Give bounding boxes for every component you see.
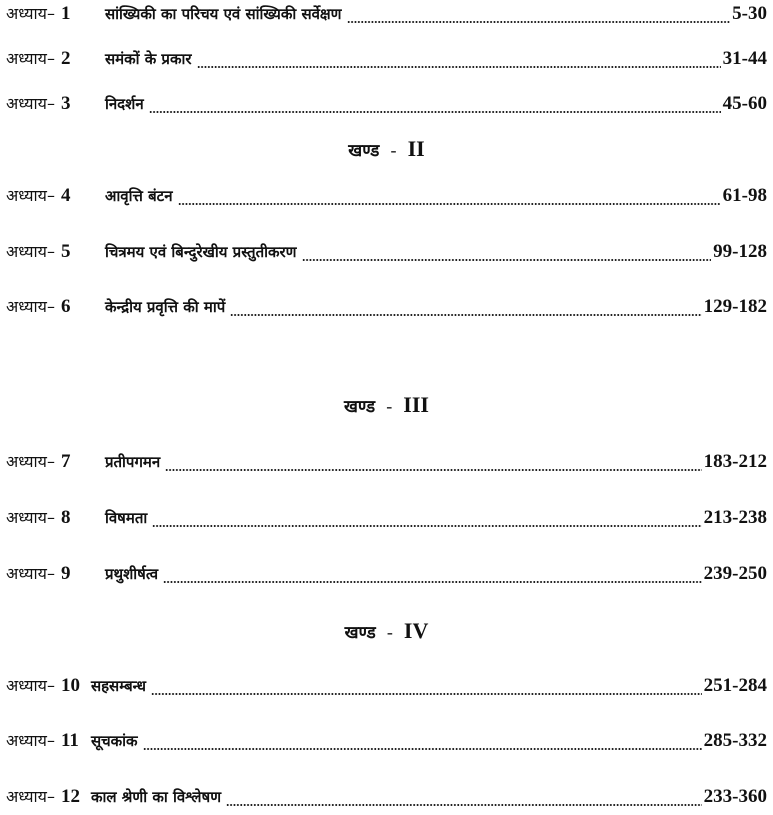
page-range: 213-238 — [703, 507, 767, 528]
toc-entry-chapter-2[interactable] — [6, 47, 767, 77]
dot-leader — [163, 580, 702, 584]
chapter-prefix: अध्याय– — [6, 731, 55, 750]
chapter-title: सूचकांक — [90, 732, 138, 750]
toc-entry-chapter-10[interactable] — [6, 674, 767, 704]
page-range: 239-250 — [703, 563, 767, 584]
toc-entry-chapter-4[interactable] — [6, 184, 767, 214]
dot-leader — [152, 524, 701, 528]
section-separator: - — [386, 396, 393, 416]
section-heading-III — [0, 392, 773, 418]
section-number: IV — [403, 618, 429, 643]
dot-leader — [226, 803, 702, 807]
chapter-number: 4 — [60, 185, 71, 206]
toc-entry-chapter-8[interactable] — [6, 506, 767, 536]
chapter-title: निदर्शन — [104, 95, 144, 113]
dot-leader — [149, 110, 721, 114]
page-range: 31-44 — [722, 48, 767, 69]
chapter-prefix: अध्याय– — [6, 564, 55, 583]
dot-leader — [302, 258, 712, 262]
chapter-prefix: अध्याय– — [6, 94, 55, 113]
chapter-prefix: अध्याय– — [6, 242, 55, 261]
section-word: खण्ड — [348, 141, 380, 161]
dot-leader — [143, 747, 702, 751]
chapter-number: 5 — [60, 241, 71, 262]
chapter-title: सांख्यिकी का परिचय एवं सांख्यिकी सर्वेक्षण — [104, 5, 342, 23]
chapter-prefix: अध्याय– — [6, 186, 55, 205]
toc-entry-chapter-3[interactable] — [6, 92, 767, 122]
dot-leader — [197, 65, 721, 69]
toc-entry-chapter-7[interactable] — [6, 450, 767, 480]
dot-leader — [178, 202, 721, 206]
section-separator: - — [390, 140, 397, 160]
chapter-title: विषमता — [104, 509, 148, 527]
chapter-title: केन्द्रीय प्रवृत्ति की मापें — [104, 298, 226, 316]
toc-entry-chapter-12[interactable] — [6, 785, 767, 815]
chapter-title: आवृत्ति बंटन — [104, 187, 173, 205]
chapter-title: समंकों के प्रकार — [104, 50, 192, 68]
chapter-number: 9 — [60, 563, 71, 584]
page-range: 99-128 — [713, 241, 767, 262]
toc-entry-chapter-11[interactable] — [6, 729, 767, 759]
chapter-number: 6 — [60, 296, 71, 317]
chapter-title: सहसम्बन्ध — [90, 677, 147, 695]
chapter-title: काल श्रेणी का विश्लेषण — [90, 788, 222, 806]
chapter-title: चित्रमय एवं बिन्दुरेखीय प्रस्तुतीकरण — [104, 243, 297, 261]
page-range: 183-212 — [703, 451, 767, 472]
chapter-title: प्रथुशीर्षत्व — [104, 565, 159, 583]
toc-entry-chapter-5[interactable] — [6, 240, 767, 270]
chapter-number: 1 — [60, 3, 71, 24]
page-range: 285-332 — [703, 730, 767, 751]
chapter-number: 7 — [60, 451, 71, 472]
page-range: 5-30 — [732, 3, 767, 24]
toc-entry-chapter-6[interactable] — [6, 295, 767, 325]
section-number: II — [407, 136, 425, 161]
chapter-number: 8 — [60, 507, 71, 528]
chapter-number: 12 — [60, 786, 80, 807]
chapter-prefix: अध्याय– — [6, 676, 55, 695]
chapter-number: 11 — [60, 730, 79, 751]
page-range: 233-360 — [703, 786, 767, 807]
chapter-number: 2 — [60, 48, 71, 69]
page-range: 129-182 — [703, 296, 767, 317]
chapter-number: 3 — [60, 93, 71, 114]
chapter-prefix: अध्याय– — [6, 297, 55, 316]
toc-entry-chapter-1[interactable] — [6, 2, 767, 32]
chapter-prefix: अध्याय– — [6, 452, 55, 471]
page-range: 251-284 — [703, 675, 767, 696]
chapter-prefix: अध्याय– — [6, 49, 55, 68]
section-word: खण्ड — [344, 623, 376, 643]
chapter-number: 10 — [60, 675, 80, 696]
dot-leader — [151, 692, 702, 696]
section-number: III — [403, 392, 429, 417]
dot-leader — [165, 468, 701, 472]
section-separator: - — [386, 622, 393, 642]
section-word: खण्ड — [344, 397, 376, 417]
chapter-prefix: अध्याय– — [6, 508, 55, 527]
chapter-prefix: अध्याय– — [6, 787, 55, 806]
section-heading-II — [0, 136, 773, 162]
chapter-title: प्रतीपगमन — [104, 453, 161, 471]
page-range: 45-60 — [722, 93, 767, 114]
dot-leader — [230, 313, 701, 317]
chapter-prefix: अध्याय– — [6, 4, 55, 23]
dot-leader — [347, 20, 731, 24]
toc-entry-chapter-9[interactable] — [6, 562, 767, 592]
page-range: 61-98 — [722, 185, 767, 206]
section-heading-IV — [0, 618, 773, 644]
